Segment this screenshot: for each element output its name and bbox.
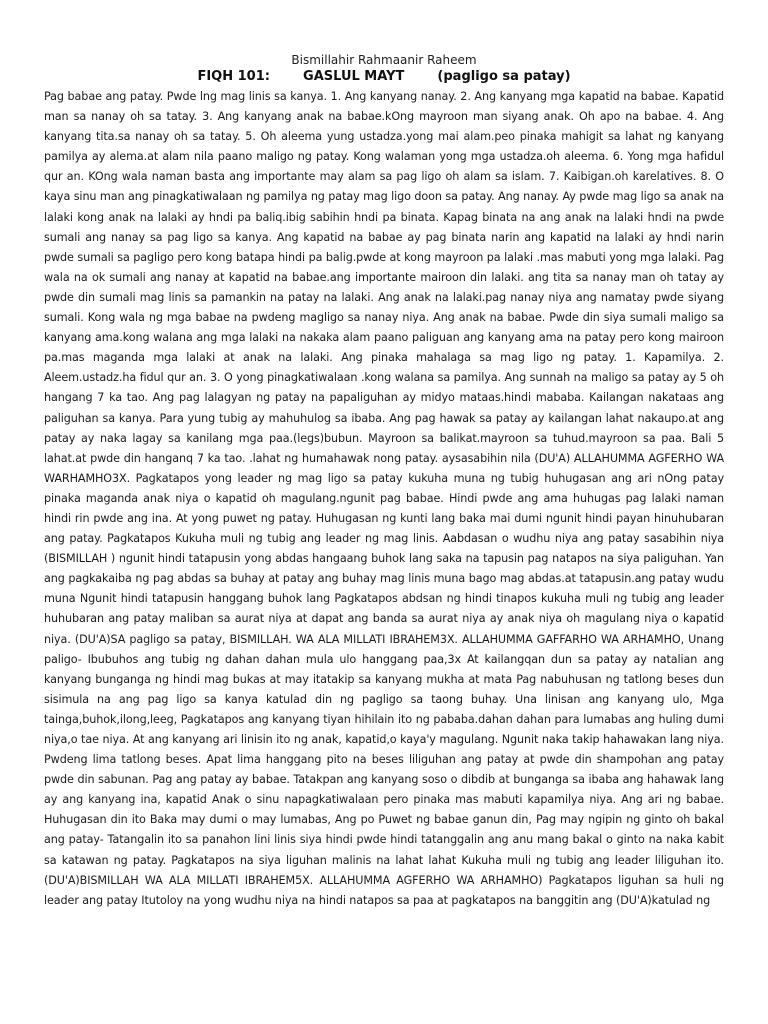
document-heading: Bismillahir Rahmaanir Raheem — [291, 53, 477, 67]
topic-title: GASLUL MAYT — [303, 69, 405, 84]
body-paragraph: Pag babae ang patay. Pwde lng mag linis sa kanya. 1. Ang kanyang nanay. 2. Ang kanyang mga kapatid na babae. Kapatid man sa nanay oh sa tatay. 3. Ang kanyang anak na babae.kOng mayroon man siyang anak. Oh apo na babae. 4. Ang kanyang tita.sa nanay oh sa tatay. 5. Oh aleema yung ustadza.yong mai alam.peo pinaka mahigit sa lahat ng kanyang pamilya ay alema.at alam nila paano maligo ng patay. Kong walaman yong mga ustadza.oh aleema. 6. Yong mga hafidul qur an. KOng wala naman basta ang importante may alam sa pag ligo oh alam sa islam. 7. Kaibigan.oh karelatives. 8. O kaya sinu man ang pinagkatiwalaan ng pamilya ng patay mag ligo doon sa patay. Ang nanay. Ay pwde mag ligo sa anak na lalaki kong anak na lalaki ay hndi pa baliq.ibig sabihin hndi pa binata. Kapag binata na ang anak na lalaki hndi na pwde sumali ang nanay sa pag ligo sa kanya. Ang kapatid na babae ay pag binata narin ang kapatid na lalaki ay hndi narin pwde sumali sa pagligo pero kong batapa hindi pa balig.pwde at kong mayroon pa lalaki .mas mabuti yong mga lalaki. Pag wala na ok sumali ang nanay at kapatid na babae.ang importante mairoon din lalaki. ang tita sa nanay man oh tatay ay pwde din sumali mag linis sa pamankin na patay na lalaki. Ang anak na lalaki.pag nanay niya ang namatay pwde siyang sumali. Kong wala ng mga babae na pwdeng magligo sa nanay niya. Ang anak na babae. Pwde din siya sumali maligo sa kanyang ama.kong walana ang mga lalaki na nakaka alam paano paliguan ang kanyang ama na patay pero kong mairoon pa.mas maganda mga lalaki at anak na lalaki. Ang pinaka mahalaga sa mag ligo ng patay. 1. Kapamilya. 2. Aleem.ustadz.ha fidul qur an. 3. O yong pinagkatiwalaan .kong walana sa pamilya. Ang sunnah na maligo sa patay ay 5 oh hangang 7 ka tao. Ang pag lalagyan ng patay na papaliguhan ay midyo mataas.hindi mababa. Kailangan nakataas ang paliguhan sa kanya. Para yung tubig ay mahuhulog sa ibaba. Ang pag hawak sa patay ay kailangan lahat nakaupo.at ang patay ay naka lagay sa kanilang mga paa.(legs)bubun. Mayroon sa balikat.mayroon sa tuhud.mayroon sa paa. Bali 5 lahat.at pwde din hanganq 7 ka tao. .lahat ng humahawak nong patay. aysasabihin nila (DU'A) ALLAHUMMA AGFERHO WA WARHAMHO3X. Pagkatapos yong leader ng mag ligo sa patay kukuha muna ng tubig huhugasan ang ari nOng patay pinaka maganda anak niya o kapatid oh magulang.ngunit pag babae. Hindi pwde ang ama huhugas pag lalaki naman hindi rin pwde ang ina. At yong puwet ng patay. Huhugasan ng kunti lang baka mai dumi ngunit hindi payan hinuhubaran ang patay. Pagkatapos Kukuha muli ng tubig ang leader ng mag linis. Aabdasan o wudhu niya ang patay sasabihin niya (BISMILLAH ) ngunit hindi tatapusin yong abdas hangaang buhok lang saka na tapusin pag natapos na siya paliguhan. Yan ang pagkakaiba ng pag abdas sa buhay at patay ang buhay mag linis muna bago mag abdas.at tatapusin.ang patay wudu muna Ngunit hindi tatapusin hanggang buhok lang Pagkatapos abdsan ng hindi tinapos kukuha muli ng tubig ang leader huhubaran ang patay maliban sa aurat niya at dapat ang banda sa aurat niya ay anak niya oh magulang niya o kapatid niya. (DU'A)SA pagligo sa patay, BISMILLAH. WA ALA MILLATI IBRAHEM3X. ALLAHUMMA GAFFARHO WA ARHAMHO, Unang paligo- Ibubuhos ang tubig ng dahan dahan mula ulo hanggang paa,3x At kailangqan dun sa patay ay natalian ang kanyang bunganga ng hindi mag bukas at may itatakip sa kanyang mukha at mata Pag nabuhusan ng tatlong beses dun sisimula na ang pag ligo sa kanya katulad din ng pagligo sa taong buhay. Una linisan ang kanyang ulo, Mga tainga,buhok,ilong,leeg, Pagkatapos ang kanyang tiyan hihilain ito ng pababa.dahan dahan para lumabas ang huling dumi niya,o tae niya. At ang kanyang ari linisin ito ng anak, kapatid,o kaya'y magulang. Ngunit naka takip hahawakan lang niya. Pwdeng lima tatlong beses. Apat lima hanggang pito na beses liliguhan ang patay at pwde din shampohan ang patay pwde din sabunan. Pag ang patay ay babae. Tatakpan ang kanyang soso o dibdib at bunganga sa ibaba ang hahawak lang ay ang kanyang ina, kapatid Anak o sinu napagkatiwalaan pero pinaka mas mabuti kapamilya niya. Ang ari ng babae. Huhugasan din ito Baka may dumi o may lumabas, Ang po Puwet ng babae ganun din, Pag may ngipin ng ginto oh bakal ang patay- Tatangalin ito sa panahon lini linis siya hindi pwde hindi tatanggalin ang anu mang bakal o ginto na naka kabit sa katawan ng patay. Pagkatapos na siya liguhan malinis na lahat lahat Kukuha muli ng tubig ang leader liliguhan ito. (DU'A)BISMILLAH WA ALA MILLATI IBRAHEM5X. ALLAHUMMA AGFERHO WA ARHAMHO) Pagkatapos liguhan sa huli ng leader ang patay Itutoloy na yong wudhu niya na hindi natapos sa paa at pagkatapos na banggitin ang (DU'A)katulad ng — [44, 90, 724, 907]
topic-subtitle: (pagligo sa patay) — [437, 69, 571, 84]
course-code: FIQH 101: — [197, 69, 270, 84]
document-title-line — [44, 68, 724, 86]
